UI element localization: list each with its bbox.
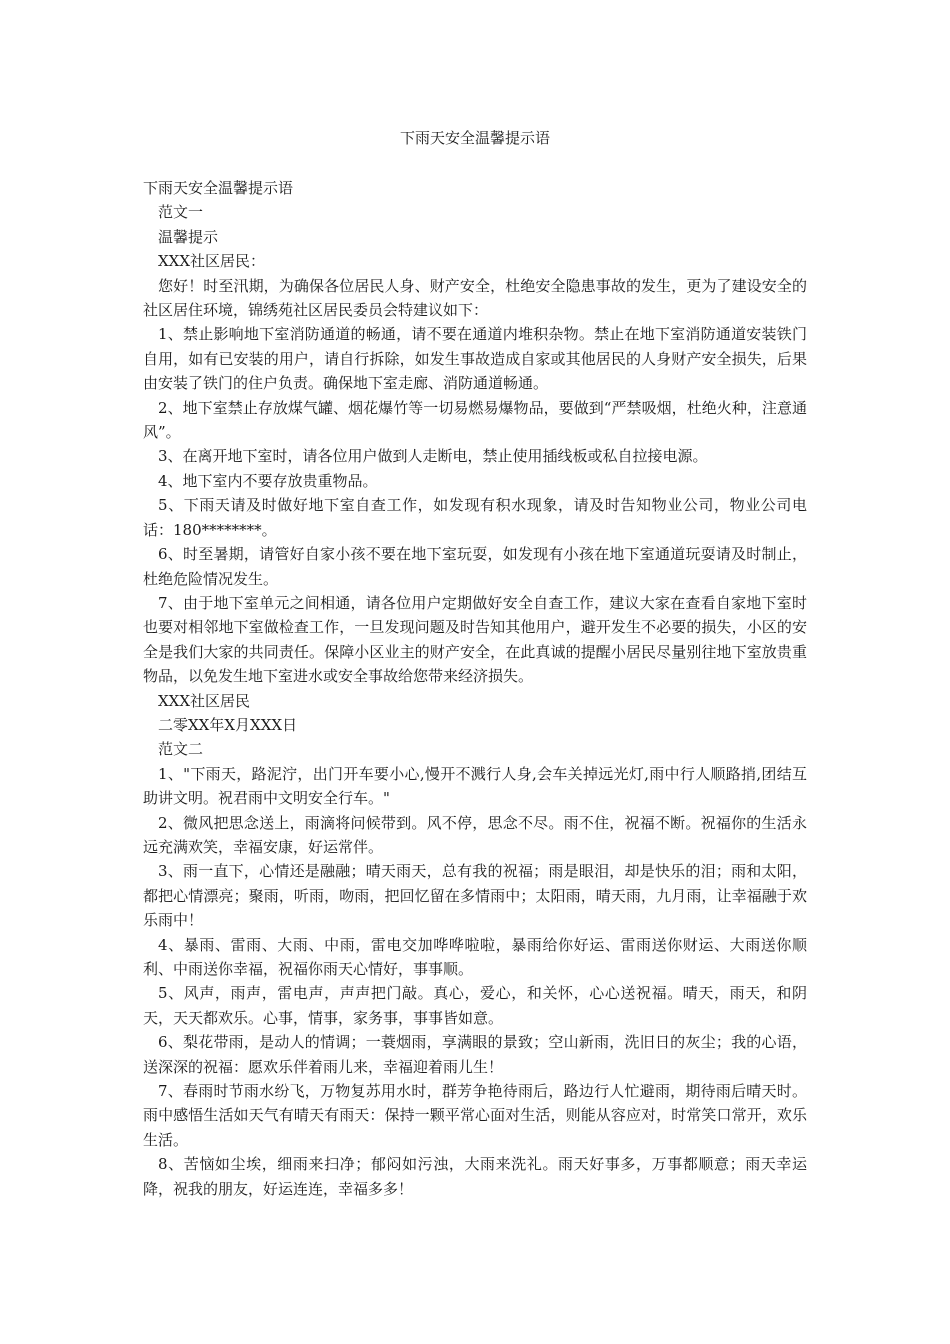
paragraph: 2、微风把思念送上，雨滴将问候带到。风不停，思念不尽。雨不住，祝福不断。祝福你的生活永远充满欢笑，幸福安康，好运常伴。 (143, 813, 807, 856)
paragraph: 6、时至暑期，请管好自家小孩不要在地下室玩耍，如发现有小孩在地下室通道玩耍请及时制止，杜绝危险情况发生。 (143, 545, 807, 588)
paragraph: 4、暴雨、雷雨、大雨、中雨，雷电交加哗哗啦啦，暴雨给你好运、雷雨送你财运、大雨送你顺利、中雨送你幸福，祝福你雨天心情好，事事顺。 (143, 935, 807, 978)
paragraph: 4、地下室内不要存放贵重物品。 (158, 471, 378, 490)
paragraph: 7、由于地下室单元之间相通，请各位用户定期做好安全自查工作，建议大家在查看自家地下室时也要对相邻地下室做检查工作，一旦发现问题及时告知其他用户，避开发生不必要的损失，小区的安全是我们大家的共同责任。保障小区业主的财产安全，在此真诚的提醒小居民尽量别往地下室放贵重物品，以免发生地下室进水或安全事故给您带来经济损失。 (143, 593, 807, 686)
paragraph: 7、春雨时节雨水纷飞，万物复苏用水时，群芳争艳待雨后，路边行人忙避雨，期待雨后晴天时。雨中感悟生活如天气有晴天有雨天：保持一颗平常心面对生活，则能从容应对，时常笑口常开，欢乐生活。 (143, 1082, 807, 1149)
paragraph: 3、雨一直下，心情还是融融；晴天雨天，总有我的祝福；雨是眼泪，却是快乐的泪；雨和太阳，都把心情漂亮；聚雨，听雨，吻雨，把回忆留在多情雨中；太阳雨，晴天雨，九月雨，让幸福融于欢乐雨中！ (143, 862, 807, 930)
paragraph: 3、在离开地下室时，请各位用户做到人走断电，禁止使用插线板或私自拉接电源。 (158, 447, 708, 466)
paragraph: 范文二 (158, 740, 204, 759)
paragraph: 您好！时至汛期，为确保各位居民人身、财产安全，杜绝安全隐患事故的发生，更为了建设安全的社区居住环境，锦绣苑社区居民委员会特建议如下： (143, 276, 807, 320)
paragraph: 1、禁止影响地下室消防通道的畅通，请不要在通道内堆积杂物。禁止在地下室消防通道安装铁门自用，如有已安装的用户，请自行拆除，如发生事故造成自家或其他居民的人身财产安全损失，后果由安装了铁门的住户负责。确保地下室走廊、消防通道畅通。 (143, 325, 807, 393)
document-body (143, 176, 807, 1201)
paragraph: XXX社区居民： (158, 252, 266, 271)
paragraph: 5、风声，雨声，雷电声，声声把门敲。真心，爱心，和关怀，心心送祝福。晴天，雨天，和阴天，天天都欢乐。心事，情事，家务事，事事皆如意。 (143, 984, 807, 1027)
paragraph: 温馨提示 (158, 227, 219, 246)
paragraph: 6、梨花带雨，是动人的情调；一蓑烟雨，享满眼的景致；空山新雨，洗旧日的灰尘；我的心语，送深深的祝福：愿欢乐伴着雨儿来，幸福迎着雨儿生！ (143, 1033, 807, 1076)
document-title: 下雨天安全温馨提示语 (399, 129, 550, 147)
paragraph: 5、下雨天请及时做好地下室自查工作，如发现有积水现象，请及时告知物业公司，物业公司电话：180********。 (143, 496, 807, 539)
paragraph: 1、"下雨天，路泥泞，出门开车要小心,慢开不溅行人身,会车关掉远光灯,雨中行人顺路捎,团结互助讲文明。祝君雨中文明安全行车。" (143, 764, 807, 808)
paragraph: XXX社区居民 (158, 691, 251, 710)
paragraph: 二零XX年X月XXX日 (158, 715, 298, 734)
paragraph: 下雨天安全温馨提示语 (143, 179, 294, 197)
paragraph: 8、苦恼如尘埃，细雨来扫净；郁闷如污浊，大雨来洗礼。雨天好事多，万事都顺意；雨天幸运降，祝我的朋友，好运连连，幸福多多！ (143, 1155, 807, 1198)
paragraph: 2、地下室禁止存放煤气罐、烟花爆竹等一切易燃易爆物品，要做到“严禁吸烟，杜绝火种，注意通风”。 (143, 398, 807, 442)
paragraph: 范文一 (158, 203, 204, 222)
